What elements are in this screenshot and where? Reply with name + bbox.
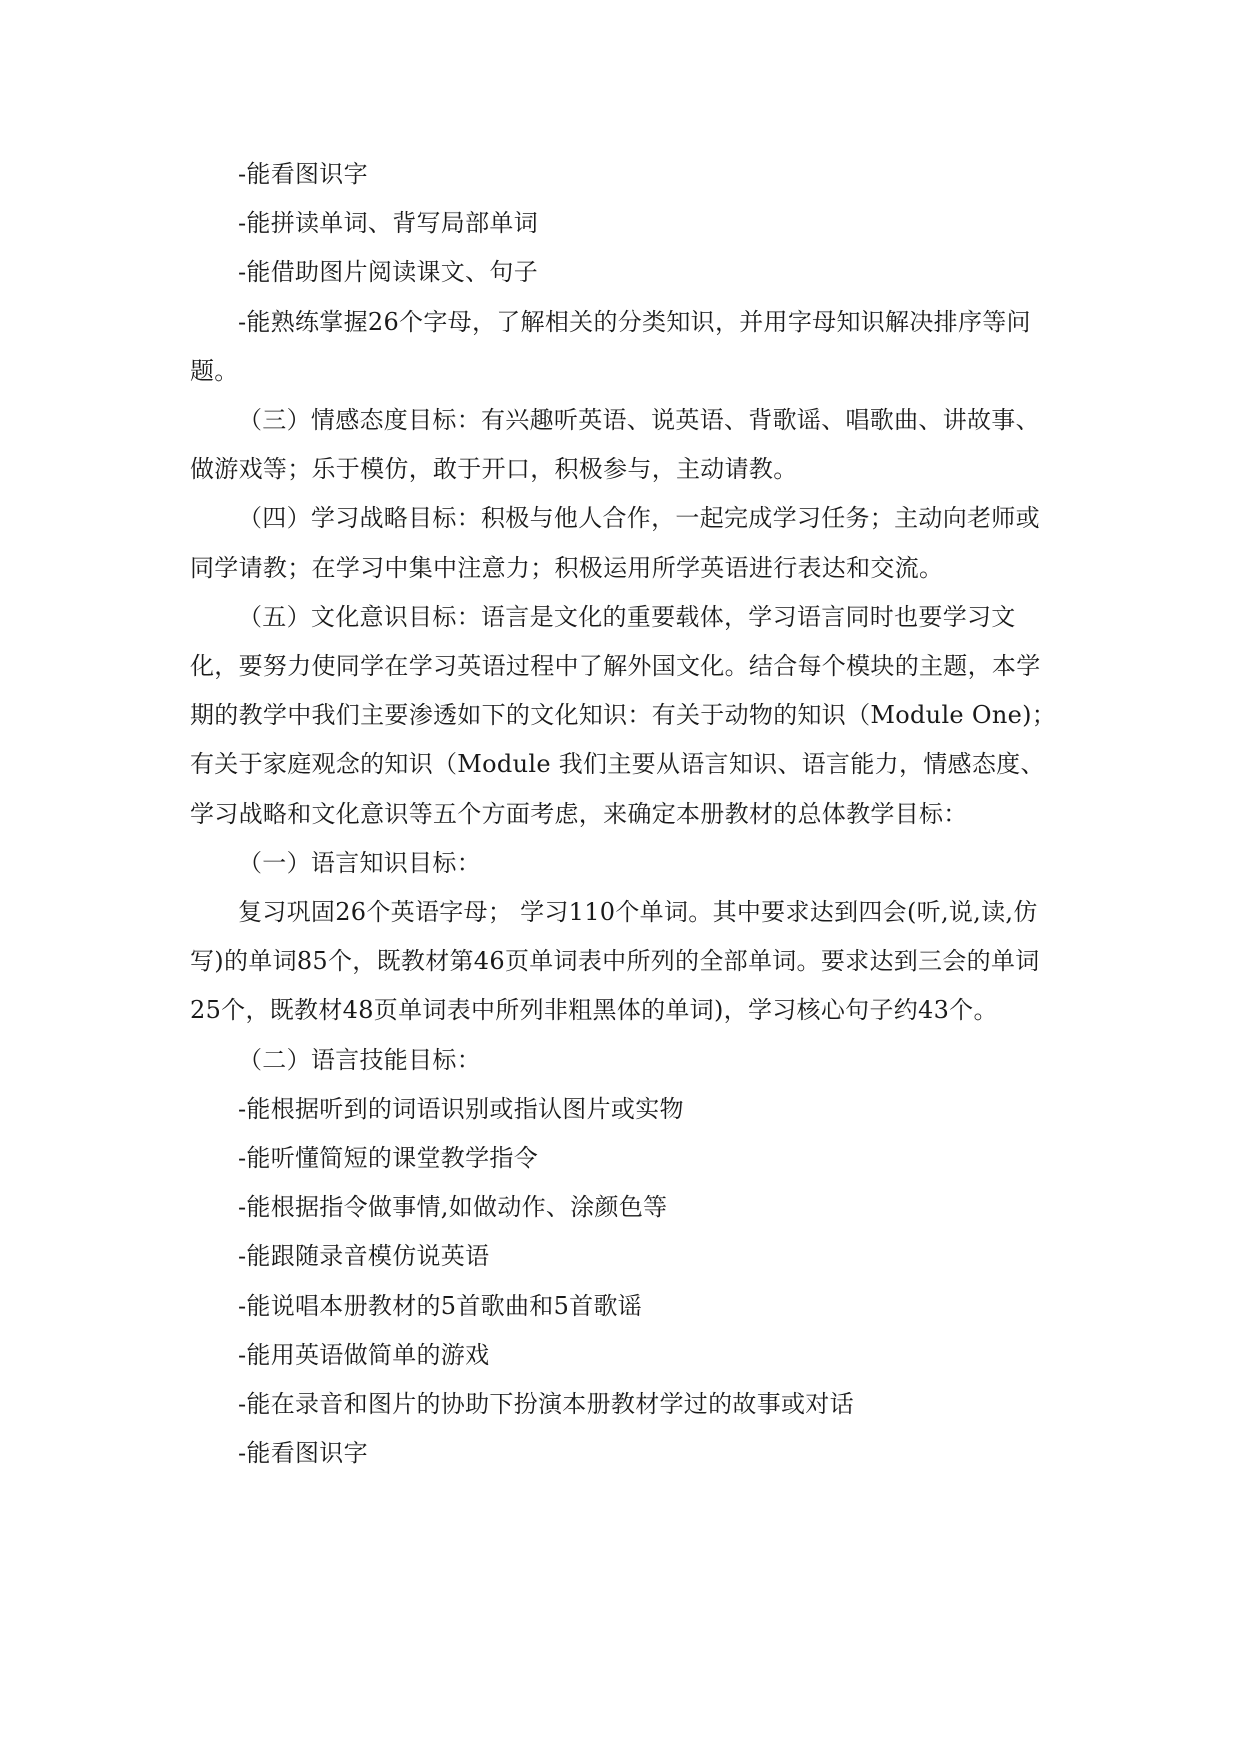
bullet-read-pictures-2: -能看图识字: [238, 1439, 368, 1468]
bullet-act-stories: -能在录音和图片的协助下扮演本册教材学过的故事或对话: [238, 1390, 854, 1419]
paragraph-vocabulary: 复习巩固26个英语字母； 学习110个单词。其中要求达到四会(听,说,读,仿写)的单词85个，既教材第46页单词表中所列的全部单词。要求达到三会的单词25个，既教材48页单词表中所列非粗黑体的单词)，学习核心句子约43个。: [190, 898, 1040, 1025]
heading-language-skills: （二）语言技能目标：: [238, 1045, 481, 1074]
bullet-read-with-pictures: -能借助图片阅读课文、句子: [238, 258, 539, 287]
bullet-follow-instructions: -能根据指令做事情,如做动作、涂颜色等: [238, 1193, 668, 1222]
bullet-spell-words: -能拼读单词、背写局部单词: [238, 209, 539, 238]
heading-language-knowledge: （一）语言知识目标：: [238, 848, 481, 877]
bullet-identify-pictures: -能根据听到的词语识别或指认图片或实物: [238, 1094, 684, 1123]
paragraph-strategy-goal: （四）学习战略目标：积极与他人合作，一起完成学习任务；主动向老师或同学请教；在学习中集中注意力；积极运用所学英语进行表达和交流。: [190, 504, 1040, 582]
bullet-imitate-recording: -能跟随录音模仿说英语: [238, 1242, 490, 1271]
bullet-sing-songs: -能说唱本册教材的5首歌曲和5首歌谣: [238, 1291, 643, 1320]
bullet-master-letters: -能熟练掌握26个字母，了解相关的分类知识，并用字母知识解决排序等问题。: [190, 307, 1031, 385]
paragraph-emotion-goal: （三）情感态度目标：有兴趣听英语、说英语、背歌谣、唱歌曲、讲故事、做游戏等；乐于模仿，敢于开口，积极参与，主动请教。: [190, 406, 1040, 484]
bullet-read-pictures: -能看图识字: [238, 160, 368, 188]
document-body: [190, 150, 1060, 1478]
bullet-play-games: -能用英语做简单的游戏: [238, 1340, 490, 1369]
bullet-classroom-instructions: -能听懂简短的课堂教学指令: [238, 1144, 539, 1173]
paragraph-culture-goal: （五）文化意识目标：语言是文化的重要载体，学习语言同时也要学习文化，要努力使同学在学习英语过程中了解外国文化。结合每个模块的主题，本学期的教学中我们主要渗透如下的文化知识：有关于动物的知识（Module One)；有关于家庭观念的知识（Module 我们主要从语言知识、语言能力，情感态度、学习战略和文化意识等五个方面考虑，来确定本册教材的总体教学目标：: [190, 602, 1057, 828]
